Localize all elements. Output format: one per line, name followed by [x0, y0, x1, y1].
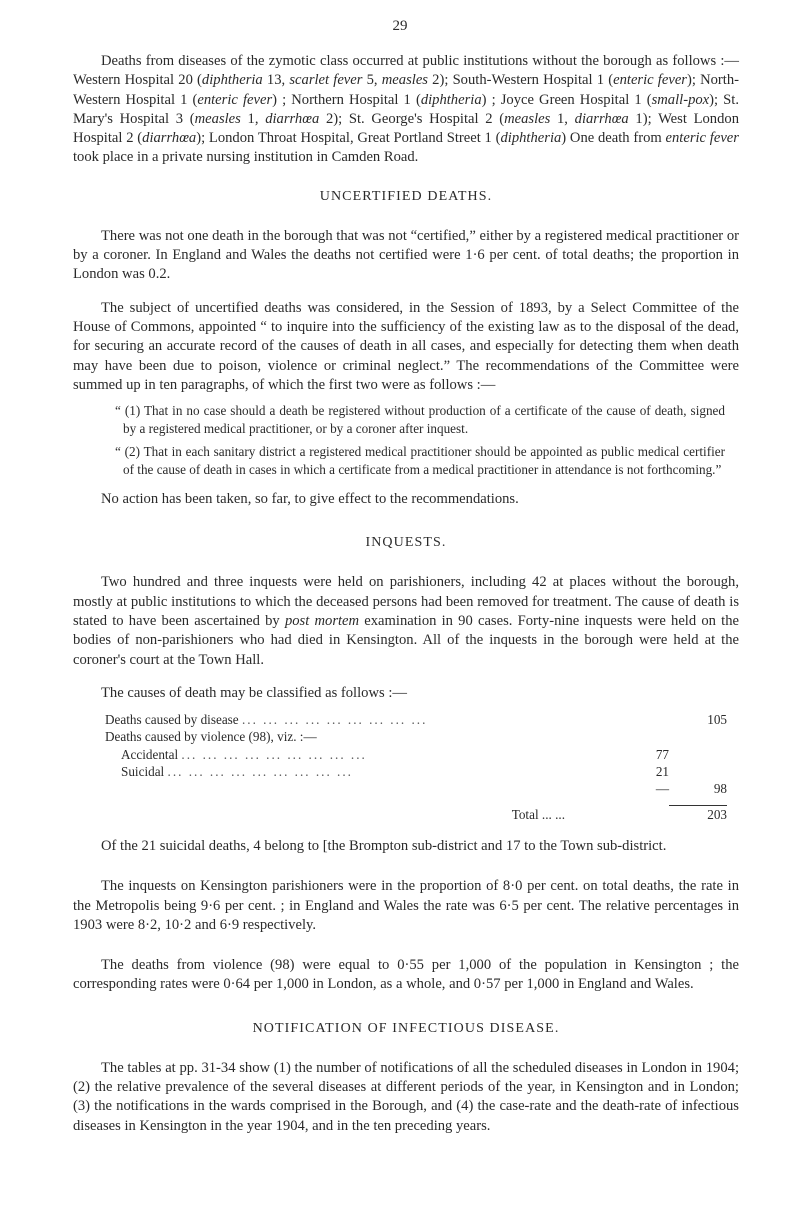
- intro-segment: enteric fever: [665, 130, 739, 147]
- intro-segment: ); St. Mary's Hospital 3 (: [73, 91, 739, 127]
- table-row-accidental: [105, 746, 727, 763]
- intro-segment: ); North-Western Hospital 1 (: [73, 72, 739, 108]
- inquests-paragraph-1: [73, 573, 739, 669]
- leader-dots: ... ... ... ... ... ... ... ... ...: [181, 746, 367, 762]
- table-row-violence: [105, 728, 727, 745]
- classification-intro: The causes of death may be classified as follows :—: [101, 684, 407, 701]
- accidental-value: 77: [655, 746, 669, 762]
- no-action-note: No action has been taken, so far, to give effect to the recommendations.: [101, 491, 519, 508]
- intro-segment: diphtheria: [500, 130, 562, 147]
- intro-segment: 2); St. George's Hospital 2 (: [319, 110, 505, 127]
- inquests-segment: examination in 90 cases. Forty-nine inquests were held on the bodies of non-parishioners who had died in Kensington. All of the inquests in the borough were held at the coroner's court at the Town Hall.: [73, 613, 739, 668]
- suicidal-label: Suicidal: [121, 763, 165, 779]
- intro-segment: Deaths from diseases of the zymotic class occurred at public institutions without the borough as follows :—Western Hospital 20 (: [73, 53, 739, 89]
- inquests-segment: Two hundred and three inquests were held on parishioners, including 42 at places without the borough, mostly at public institutions to which the deceased persons had been removed for treatment. The cause of death is stated to have been ascertained by: [73, 574, 739, 630]
- inquests-paragraph-4: The deaths from violence (98) were equal to 0·55 per 1,000 of the population in Kensington ; the corresponding rates were 0·64 per 1,000 in London, as a whole, and 0·57 per 1,000 in England and Wales.: [73, 957, 739, 993]
- disease-value: 105: [707, 712, 727, 728]
- uncertified-paragraph-1: There was not one death in the borough that was not “certified,” either by a registered medical practitioner or by a coroner. In England and Wales the deaths not certified were 1·6 per cent. of total deaths; the proportion in London was 0.2.: [73, 227, 739, 283]
- page-content: [73, 52, 739, 1136]
- table-row-total: [105, 805, 727, 823]
- intro-segment: 5,: [362, 72, 382, 89]
- total-value: 203: [669, 805, 727, 823]
- violence-subtotal-value: 98: [713, 781, 727, 797]
- uncertified-paragraph-2: The subject of uncertified deaths was considered, in the Session of 1893, by a Select Committee of the House of Commons, appointed “ to inquire into the sufficiency of the existing law as to the disposal of the dead, for securing an accurate record of the causes of death in all cases, and especially for detecting them when death may have been due to poison, violence or criminal neglect.” The recommendations of the Committee were summed up in ten paragraphs, of which the first two were as follows :—: [73, 299, 739, 393]
- intro-segment: diarrhœa: [574, 110, 629, 127]
- table-row-disease: [105, 711, 727, 728]
- inquests-heading: INQUESTS.: [365, 535, 447, 551]
- inquest-classification-table: [105, 711, 727, 823]
- intro-segment: measles: [504, 110, 551, 127]
- intro-segment: enteric fever: [197, 91, 273, 108]
- intro-paragraph: [73, 52, 739, 168]
- intro-segment: 1,: [550, 110, 575, 127]
- intro-segment: 1,: [240, 110, 266, 127]
- intro-segment: diarrhœa: [265, 110, 320, 127]
- inquests-segment: post mortem: [284, 613, 360, 630]
- intro-segment: small-pox: [651, 91, 710, 108]
- subtotal-dash: —: [655, 781, 669, 797]
- accidental-label: Accidental: [121, 746, 179, 762]
- recommendation-quote-2: “ (2) That in each sanitary district a registered medical practitioner should be appointed as public medical certifier of the cause of death in cases in which a certificate from a medical practitioner in attendance is not forthcoming.”: [115, 444, 725, 477]
- leader-dots: ... ... ... ... ... ... ... ... ...: [167, 763, 353, 779]
- intro-segment: 2); South-Western Hospital 1 (: [427, 72, 614, 89]
- notification-paragraph: The tables at pp. 31-34 show (1) the number of notifications of all the scheduled diseases in London in 1904; (2) the relative prevalence of the several diseases at different periods of the year, in Kensington and in London; (3) the notifications in the wards comprised in the Borough, and (4) the case-rate and the death-rate of infectious diseases in Kensington in the year 1904, and in the ten preceding years.: [73, 1059, 739, 1134]
- uncertified-deaths-heading: UNCERTIFIED DEATHS.: [319, 188, 493, 204]
- intro-segment: ); London Throat Hospital, Great Portland Street 1 (: [196, 130, 501, 147]
- notification-heading: NOTIFICATION OF INFECTIOUS DISEASE.: [252, 1020, 560, 1036]
- intro-segment: diphtheria: [201, 72, 263, 89]
- total-label: Total ... ...: [511, 806, 565, 822]
- intro-segment: ) ; Joyce Green Hospital 1 (: [481, 91, 652, 108]
- intro-segment: measles: [381, 72, 428, 89]
- table-row-subtotal: [105, 780, 727, 797]
- intro-segment: enteric fever: [613, 72, 687, 89]
- intro-segment: ) ; Northern Hospital 1 (: [272, 91, 421, 108]
- violence-label: Deaths caused by violence (98), viz. :—: [105, 729, 317, 745]
- intro-segment: scarlet fever: [289, 72, 363, 89]
- inquests-paragraph-3: The inquests on Kensington parishioners were in the proportion of 8·0 per cent. on total deaths, the rate in the Metropolis being 9·6 per cent. ; in England and Wales the rate was 6·5 per cent. The relative percentages in 1903 were 8·2, 10·2 and 6·9 respectively.: [73, 878, 739, 933]
- intro-segment: 1); West London Hospital 2 (: [73, 110, 739, 147]
- intro-segment: measles: [194, 110, 241, 127]
- intro-segment: diphtheria: [420, 91, 482, 108]
- intro-segment: took place in a private nursing institution in Camden Road.: [73, 149, 419, 166]
- table-row-suicidal: [105, 763, 727, 780]
- inquests-paragraph-2: Of the 21 suicidal deaths, 4 belong to [the Brompton sub-district and 17 to the Town sub-district.: [101, 837, 667, 854]
- recommendation-quote-1: “ (1) That in no case should a death be registered without production of a certificate of the cause of death, signed by a registered medical practitioner, or by a coroner after inquest.: [115, 403, 725, 436]
- disease-label: Deaths caused by disease: [105, 712, 239, 728]
- intro-segment: 13,: [262, 72, 290, 89]
- suicidal-value: 21: [655, 763, 669, 779]
- intro-segment: ) One death from: [561, 130, 666, 147]
- intro-segment: diarrhœa: [142, 130, 197, 147]
- leader-dots: ... ... ... ... ... ... ... ... ...: [241, 712, 428, 728]
- page-number: 29: [392, 18, 408, 34]
